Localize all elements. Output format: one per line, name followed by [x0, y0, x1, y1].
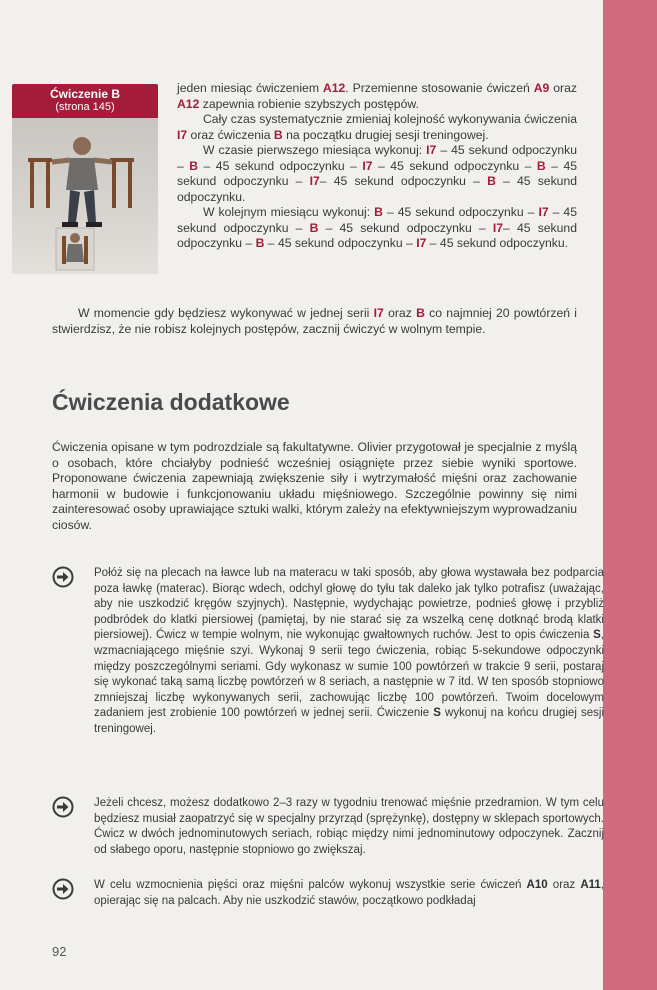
p5-t4: co najmniej 20 powtórzeń i stwierdzisz, że nie robisz kolejnych postępów, zacznij ćwiczyć w wolnym tempie. [52, 306, 578, 336]
p3-t0: W czasie pierwszego miesiąca wykonuj: [203, 143, 427, 157]
p4-r11: I7 [416, 236, 427, 250]
b3-t0: W celu wzmocnienia pięści oraz mięśni palców wykonuj wszystkie serie ćwiczeń [94, 879, 527, 891]
p4-t2: – 45 sekund odpoczynku – [382, 205, 539, 219]
para-2 [177, 112, 577, 143]
p5-t0: W momencie gdy będziesz wykonywać w jednej serii [78, 306, 374, 320]
exercise-box-subtitle: (strona 145) [55, 101, 115, 113]
section-intro-text: Ćwiczenia opisane w tym podrozdziale są fakultatywne. Olivier przygotował je specjalnie z myślą o osobach, które chciałyby podnieść wcześniej osiągnięte przez siebie wyniki sportowe. Proponowane ćwiczenia zapewniają zwiększenie siły i wytrzymałość mięśni oraz zachowanie harmonii w budowie i funkcjonowaniu układu mięśniowego. Szczególnie powinny się nimi zainteresować osoby uprawiające sztuki walki, którym zależy na efektywniejszym wyprowadzaniu ciosów. [52, 440, 577, 532]
para-5 [52, 306, 577, 337]
p3-t10: – 45 sekund odpoczynku – [319, 174, 488, 188]
arrow-right-icon [52, 566, 74, 588]
bullet-3-text [94, 878, 604, 909]
p3-r1: I7 [426, 143, 437, 157]
p1-text-a: jeden miesiąc ćwiczeniem [177, 81, 323, 95]
b1-ref-s2: S [433, 707, 441, 720]
para-3 [177, 143, 577, 205]
b3-t2: oraz [547, 879, 581, 891]
arrow-right-icon [52, 878, 74, 900]
p5-r1: I7 [373, 306, 384, 320]
p5-r3: B [416, 306, 425, 320]
page-edge-stripe [603, 0, 657, 990]
p2-ref-i7: I7 [177, 127, 188, 142]
p4-t0: W kolejnym miesiącu wykonuj: [203, 205, 375, 219]
p2-text-a: Cały czas systematycznie zmieniaj kolejność wykonywania ćwiczenia [203, 112, 577, 126]
p4-r1: B [374, 205, 383, 219]
p4-r5: B [309, 220, 319, 235]
exercise-photo [12, 118, 158, 274]
p1-ref-a9: A9 [533, 81, 550, 95]
b3-ref-a10: A10 [526, 879, 548, 891]
b1-ref-s: S [593, 629, 601, 642]
p2-text-c: na początku drugiej sesji treningowej. [282, 127, 489, 142]
p3-r5: I7 [362, 158, 373, 173]
p3-r11: B [487, 174, 496, 188]
bullet-1-text [94, 566, 604, 738]
b3-ref-a11: A11 [580, 879, 601, 891]
p1-text-d: zapewnia robienie szybszych postępów. [199, 96, 419, 111]
p3-t6: – 45 sekund odpoczynku – [372, 158, 537, 173]
top-paragraph-1 [177, 81, 577, 252]
p4-t6: – 45 sekund odpoczynku – [318, 220, 493, 235]
section-intro [52, 440, 577, 533]
p2-ref-b: B [273, 127, 283, 142]
p4-r7: I7 [492, 220, 504, 235]
p5-t2: oraz [383, 306, 417, 320]
exercise-box-title: Ćwiczenie B [49, 87, 121, 101]
b1-t0: Połóż się na plecach na ławce lub na materacu w taki sposób, aby głowa wystawała bez podparcia poza ławkę (materac). Biorąc wdech, odchyl głowę do tyłu tak daleko jak tylko potrafisz (uważając, aby nie uszkodzić kręgów szyjnych). Następnie, wydychając powietrze, podnieś głowę i przybliż podbródek do klatki piersiowej (pamiętaj, by nie starać się za wszelką cenę dotknąć brodą klatki piersiowej). Ćwicz w tempie wolnym, nie wykonując gwałtownych ruchów. Jest to opis ćwiczenia [94, 567, 604, 642]
b1-t4: wykonuj na końcu drugiej sesji treningowej. [94, 707, 604, 735]
p1-ref-a12b: A12 [177, 96, 200, 111]
p3-r7: B [536, 158, 546, 173]
b3-t4: , opierając się na palcach. Aby nie uszkodzić stawów, początkowo podkładaj [94, 879, 604, 907]
p2-text-b: oraz ćwiczenia [187, 127, 274, 142]
p4-t10: – 45 sekund odpoczynku – [264, 236, 417, 250]
section-heading: Ćwiczenia dodatkowe [52, 389, 290, 415]
p3-t8: – 45 sekund odpoczynku – [177, 158, 578, 188]
exercise-box [12, 84, 158, 274]
exercise-box-header [12, 84, 158, 118]
page-number: 92 [52, 944, 67, 959]
para-4 [177, 205, 577, 252]
p4-t4: – 45 sekund odpoczynku – [177, 205, 577, 235]
p3-t2: – 45 sekund odpoczynku – [177, 143, 577, 173]
p3-t4: – 45 sekund odpoczynku – [198, 158, 363, 173]
p1-ref-a12: A12 [322, 81, 346, 95]
p4-r9: B [255, 236, 265, 250]
p3-t12: – 45 sekund odpoczynku. [177, 174, 578, 204]
p3-r9: I7 [309, 174, 320, 188]
b2-t0: Jeżeli chcesz, możesz dodatkowo 2–3 razy w tygodniu trenować mięśnie przedramion. W tym celu będziesz musiał zaopatrzyć się w specjalny przyrząd (sprężynkę), dostępny w sklepach sportowych. Ćwicz w dwóch jednominutowych seriach, robiąc między nimi jednominutowy odpoczynek. Zacznij od słabego oporu, następnie stopniowo go zwiększaj. [94, 797, 604, 856]
p3-r3: B [189, 158, 199, 173]
exercise-illustration [12, 118, 158, 274]
para-1 [177, 81, 577, 112]
p1-text-c: oraz [549, 81, 577, 95]
p4-r3: I7 [538, 205, 549, 219]
top-paragraph-5 [52, 306, 577, 337]
p4-t12: – 45 sekund odpoczynku. [426, 236, 568, 250]
bullet-2-text [94, 796, 604, 858]
b1-t2: , wzmacniającego mięśnie szyi. Wykonaj 9 serii tego ćwiczenia, robiąc 5-sekundowe odpoczynki między poszczególnymi seriami. Gdy wykonasz w sumie 100 powtórzeń w trakcie 9 serii, postaraj się wykonać taką samą liczbę powtórzeń w 8 seriach, a następnie w 7 itd. W ten sposób stopniowo zmniejszaj liczbę wykonywanych serii, zachowując liczbę 100 powtórzeń. Twoim docelowym zadaniem jest zrobienie 100 powtórzeń w jednej serii. Ćwiczenie [94, 629, 604, 720]
arrow-right-icon [52, 796, 74, 818]
p4-t8: – 45 sekund odpoczynku – [177, 220, 577, 250]
p1-text-b: . Przemienne stosowanie ćwiczeń [345, 81, 534, 95]
